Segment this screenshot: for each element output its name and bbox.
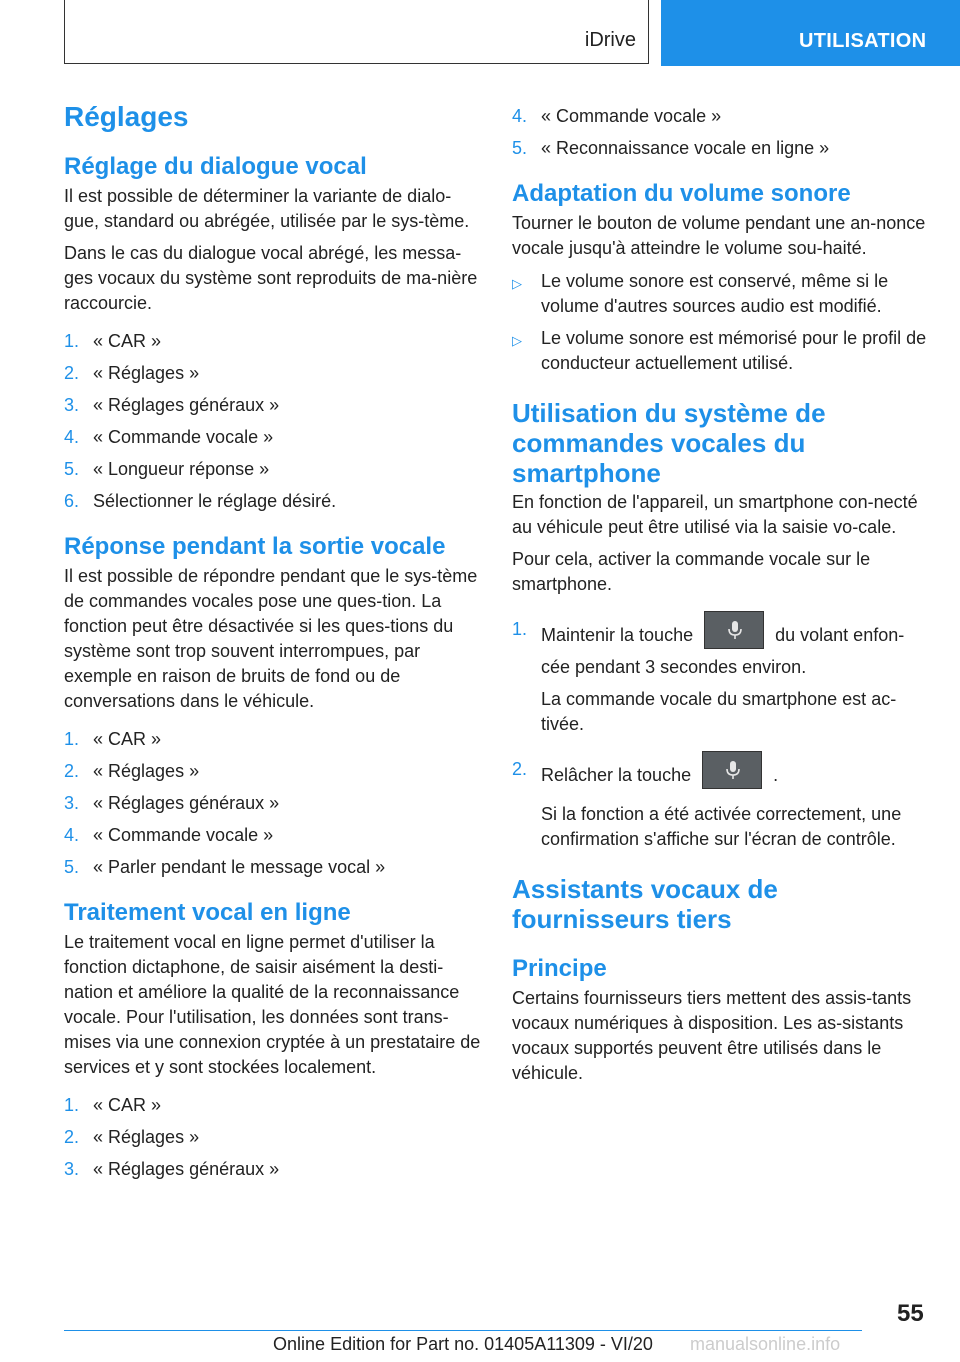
page-number: 55 [897,1300,924,1327]
step-text-start: Relâcher la touche [541,764,692,785]
step-number: 1. [512,619,528,639]
bullet-text: Le volume sonore est conservé, même si le volume d'autres sources audio est modifié. [541,271,889,316]
step-number: 3. [64,1159,80,1179]
step-number: 2. [64,1127,80,1147]
step-number: 1. [64,331,80,351]
step-item [64,823,484,848]
step-item [512,757,932,795]
step-item [512,617,932,680]
right-column [512,100,932,1093]
step-list-continued [512,104,932,161]
step-text: Sélectionner le réglage désiré. [93,491,337,511]
paragraph: Tourner le bouton de volume pendant une an‐nonce vocale jusqu'à atteindre le volume sou‐haité. [512,213,926,258]
step-item [64,759,484,784]
step-text: « Réglages » [93,1127,200,1147]
step-list [512,757,932,795]
step-number: 5. [64,459,80,479]
bullet-item [512,326,932,376]
footer-edition: Online Edition for Part no. 01405A11309 - VI/20 [273,1334,653,1354]
step-list [512,617,932,680]
subsection-heading: Principe [512,955,607,982]
step-text: « Commande vocale » [93,825,274,845]
step-item [64,425,484,450]
footer-divider [64,1330,862,1331]
step-item [64,1093,484,1118]
microphone-button-image [702,751,762,789]
step-number: 5. [512,138,528,158]
paragraph: Pour cela, activer la commande vocale sur le smartphone. [512,549,871,594]
step-number: 2. [64,363,80,383]
step-text-start: Maintenir la touche [541,624,694,645]
section-heading: Utilisation du système de commandes vocales du smartphone [512,398,826,488]
step-number: 4. [64,427,80,447]
step-item [64,855,484,880]
paragraph: Certains fournisseurs tiers mettent des assis‐tants vocaux numériques à disposition. Les as‐sistants vocaux supportés peuvent être utilisés dans le véhicule. [512,988,912,1083]
page-header [0,0,960,66]
step-text: « Réglages généraux » [93,395,280,415]
header-frame [64,0,649,64]
bullet-list [512,269,932,376]
paragraph: Il est possible de déterminer la variante de dialo‐gue, standard ou abrégée, utilisée par le sys‐tème. [64,186,470,231]
step-text: « Commande vocale » [541,106,722,126]
step-text: « Réglages » [93,363,200,383]
watermark: manualsonline.info [690,1334,841,1354]
step-item [64,727,484,752]
step-text: « Réglages généraux » [93,1159,280,1179]
step-text: « CAR » [93,1095,162,1115]
section-heading: Traitement vocal en ligne [64,899,351,926]
triangle-bullet-icon: ▷ [512,276,522,291]
step-text-end: . [773,764,779,785]
step-number: 3. [64,793,80,813]
bullet-item [512,269,932,319]
step-item [512,104,932,129]
step-text: « CAR » [93,729,162,749]
step-list [64,727,484,880]
step-item [512,136,932,161]
step-text: « Longueur réponse » [93,459,270,479]
step-text: « Reconnaissance vocale en ligne » [541,138,830,158]
step-text-end: du volant enfon‐cée pendant 3 secondes environ. [541,624,905,677]
header-section: iDrive [584,29,636,51]
section-heading: Assistants vocaux de fournisseurs tiers [512,874,778,934]
step-text [541,757,778,795]
step-number: 1. [64,1095,80,1115]
step-number: 4. [64,825,80,845]
step-item [64,489,484,514]
step-text [541,617,932,680]
paragraph: Il est possible de répondre pendant que le sys‐tème de commandes vocales pose une ques‐tion. La fonction peut être désactivée si les ques‐tions du système sont trop souvent interrompues, par exemple en raison de bruits de fond ou de conversations dans le véhicule. [64,566,478,711]
step-number: 4. [512,106,528,126]
step-item [64,329,484,354]
page-title: Réglages [64,101,189,132]
section-heading: Adaptation du volume sonore [512,180,851,207]
step-list [64,1093,484,1182]
step-list [64,329,484,514]
step-item [64,457,484,482]
paragraph: Le traitement vocal en ligne permet d'utiliser la fonction dictaphone, de saisir aisément la desti‐nation et améliore la qualité de la reconnaissance vocale. Pour l'utilisation, les données sont trans‐mises via une connexion cryptée à un prestataire de services et y sont stockées localement. [64,932,481,1077]
step-number: 2. [512,759,528,779]
step-text: « Parler pendant le message vocal » [93,857,386,877]
step-number: 2. [64,761,80,781]
step-number: 1. [64,729,80,749]
left-column [64,100,484,1189]
step-text: « CAR » [93,331,162,351]
step-text: « Commande vocale » [93,427,274,447]
step-item [64,1157,484,1182]
paragraph: Dans le cas du dialogue vocal abrégé, les messa‐ges vocaux du système sont reproduits de ma‐nière raccourcie. [64,243,478,313]
step-result: Si la fonction a été activée correctement, une confirmation s'affiche sur l'écran de contrôle. [541,804,902,849]
header-chapter-tab: UTILISATION [661,0,960,66]
step-item [64,393,484,418]
step-item [64,1125,484,1150]
paragraph: En fonction de l'appareil, un smartphone con‐necté au véhicule peut être utilisé via la saisie vo‐cale. [512,492,918,537]
section-heading: Réglage du dialogue vocal [64,153,367,180]
bullet-text: Le volume sonore est mémorisé pour le profil de conducteur actuellement utilisé. [541,328,927,373]
step-text: « Réglages » [93,761,200,781]
section-heading: Réponse pendant la sortie vocale [64,533,446,560]
microphone-icon [724,759,742,783]
step-number: 3. [64,395,80,415]
triangle-bullet-icon: ▷ [512,333,522,348]
step-item [64,791,484,816]
step-number: 6. [64,491,80,511]
step-result: La commande vocale du smartphone est ac‐tivée. [541,689,897,734]
step-number: 5. [64,857,80,877]
microphone-icon [726,619,744,643]
step-item [64,361,484,386]
microphone-button-image [704,611,764,649]
step-text: « Réglages généraux » [93,793,280,813]
